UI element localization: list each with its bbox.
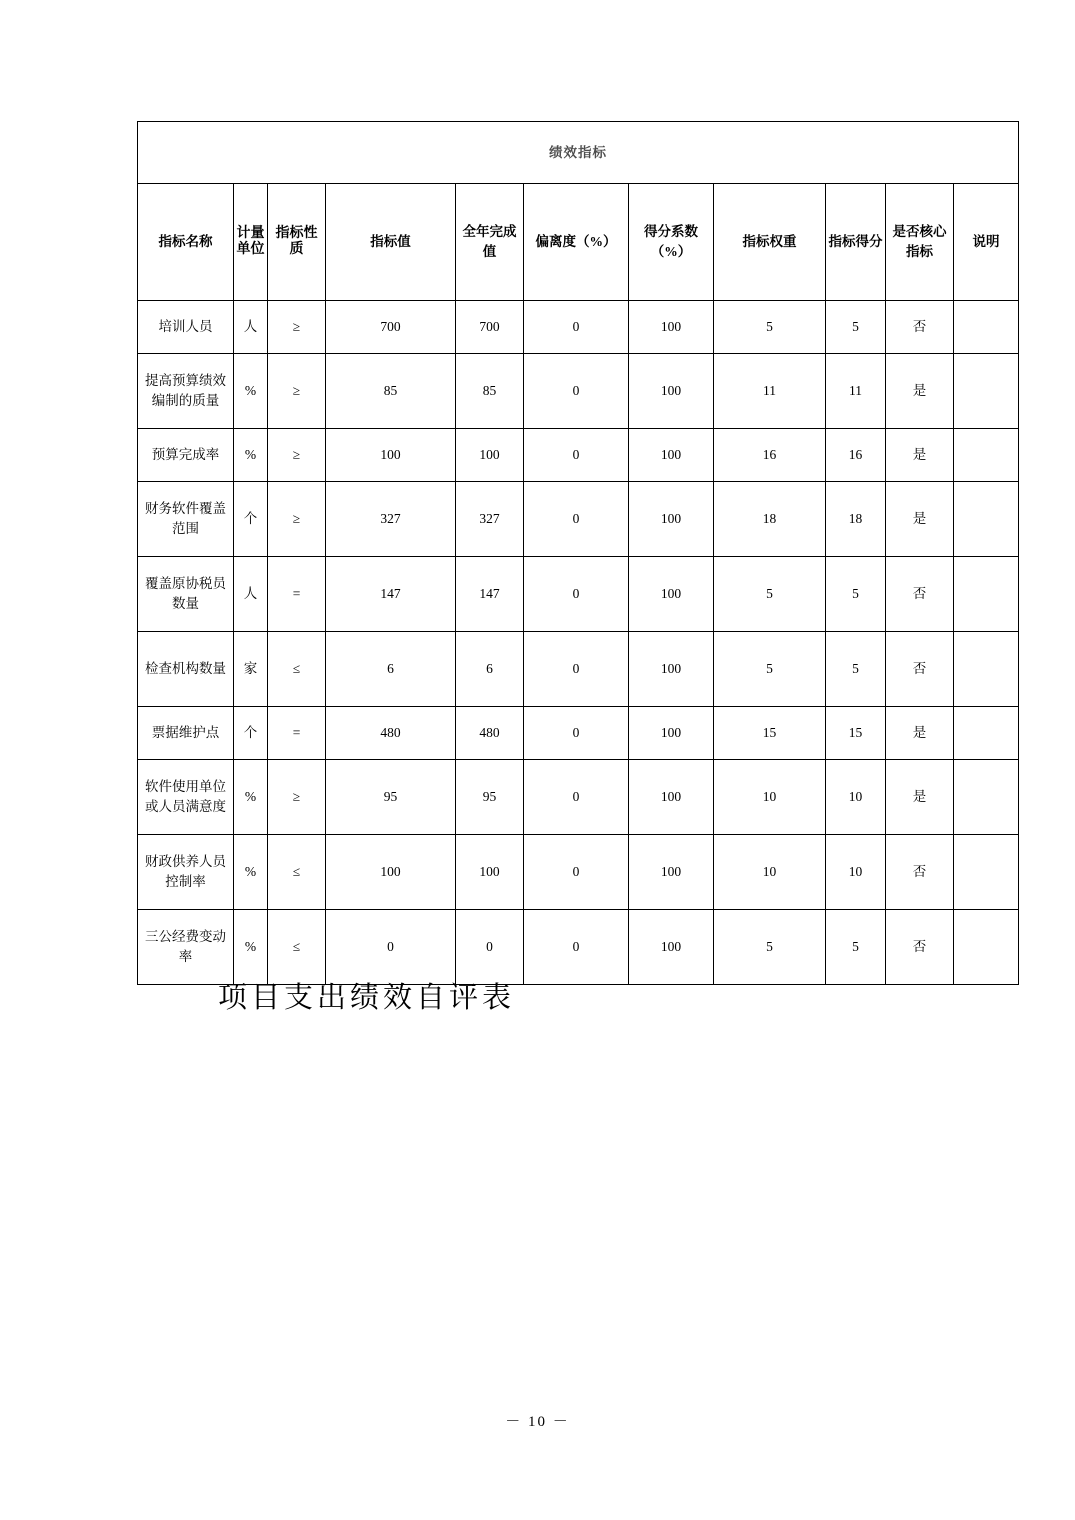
cell-core: 是 [886, 429, 954, 482]
table-title-row [138, 122, 1019, 184]
column-header-unit: 计量单位 [234, 184, 268, 301]
cell-deviation: 0 [524, 354, 629, 429]
table-row [138, 557, 1019, 632]
table-row [138, 632, 1019, 707]
table-row [138, 835, 1019, 910]
cell-score: 18 [826, 482, 886, 557]
cell-deviation: 0 [524, 557, 629, 632]
cell-property: ≥ [268, 429, 326, 482]
cell-weight: 5 [714, 301, 826, 354]
cell-unit: % [234, 835, 268, 910]
cell-weight: 18 [714, 482, 826, 557]
cell-note [954, 632, 1019, 707]
performance-indicator-table [137, 121, 1019, 985]
cell-actual: 95 [456, 760, 524, 835]
cell-unit: 个 [234, 707, 268, 760]
cell-property: ≤ [268, 835, 326, 910]
cell-weight: 10 [714, 760, 826, 835]
cell-actual: 480 [456, 707, 524, 760]
cell-note [954, 835, 1019, 910]
cell-core: 否 [886, 557, 954, 632]
cell-property: ≤ [268, 910, 326, 985]
cell-target: 95 [326, 760, 456, 835]
cell-deviation: 0 [524, 482, 629, 557]
column-header-actual: 全年完成值 [456, 184, 524, 301]
cell-unit: % [234, 760, 268, 835]
cell-score-coefficient: 100 [629, 429, 714, 482]
cell-note [954, 760, 1019, 835]
cell-score-coefficient: 100 [629, 707, 714, 760]
cell-actual: 85 [456, 354, 524, 429]
cell-target: 100 [326, 429, 456, 482]
cell-core: 是 [886, 354, 954, 429]
cell-score-coefficient: 100 [629, 760, 714, 835]
cell-score-coefficient: 100 [629, 557, 714, 632]
cell-core: 否 [886, 910, 954, 985]
performance-indicator-table-container [137, 121, 1000, 985]
cell-core: 否 [886, 301, 954, 354]
table-row [138, 760, 1019, 835]
cell-property: ≤ [268, 632, 326, 707]
table-title: 绩效指标 [138, 122, 1019, 184]
table-row [138, 354, 1019, 429]
cell-deviation: 0 [524, 429, 629, 482]
cell-weight: 5 [714, 632, 826, 707]
cell-score-coefficient: 100 [629, 632, 714, 707]
cell-deviation: 0 [524, 707, 629, 760]
cell-deviation: 0 [524, 910, 629, 985]
cell-target: 100 [326, 835, 456, 910]
cell-note [954, 354, 1019, 429]
cell-indicator-name: 覆盖原协税员数量 [138, 557, 234, 632]
cell-indicator-name: 三公经费变动率 [138, 910, 234, 985]
cell-indicator-name: 预算完成率 [138, 429, 234, 482]
cell-actual: 6 [456, 632, 524, 707]
column-header-weight: 指标权重 [714, 184, 826, 301]
cell-score: 5 [826, 301, 886, 354]
cell-note [954, 910, 1019, 985]
cell-score: 16 [826, 429, 886, 482]
cell-indicator-name: 检查机构数量 [138, 632, 234, 707]
cell-note [954, 482, 1019, 557]
cell-actual: 100 [456, 429, 524, 482]
column-header-core: 是否核心指标 [886, 184, 954, 301]
cell-property: ≥ [268, 760, 326, 835]
cell-target: 327 [326, 482, 456, 557]
cell-score: 15 [826, 707, 886, 760]
cell-indicator-name: 培训人员 [138, 301, 234, 354]
cell-weight: 5 [714, 910, 826, 985]
cell-deviation: 0 [524, 760, 629, 835]
cell-weight: 10 [714, 835, 826, 910]
cell-score: 5 [826, 632, 886, 707]
cell-unit: % [234, 429, 268, 482]
table-row [138, 910, 1019, 985]
column-header-score: 指标得分 [826, 184, 886, 301]
table-row [138, 429, 1019, 482]
cell-target: 0 [326, 910, 456, 985]
cell-property: ≥ [268, 301, 326, 354]
cell-property: ≥ [268, 482, 326, 557]
column-header-score-coefficient: 得分系数（%） [629, 184, 714, 301]
table-row [138, 707, 1019, 760]
cell-note [954, 557, 1019, 632]
cell-property: = [268, 557, 326, 632]
cell-indicator-name: 提高预算绩效编制的质量 [138, 354, 234, 429]
cell-core: 否 [886, 835, 954, 910]
cell-core: 是 [886, 707, 954, 760]
cell-target: 700 [326, 301, 456, 354]
cell-unit: 个 [234, 482, 268, 557]
cell-weight: 15 [714, 707, 826, 760]
cell-actual: 327 [456, 482, 524, 557]
page-number: － 10 － [505, 1414, 570, 1430]
table-header-row [138, 184, 1019, 301]
cell-target: 480 [326, 707, 456, 760]
column-header-property: 指标性质 [268, 184, 326, 301]
cell-note [954, 301, 1019, 354]
cell-deviation: 0 [524, 301, 629, 354]
cell-indicator-name: 软件使用单位或人员满意度 [138, 760, 234, 835]
cell-core: 是 [886, 760, 954, 835]
cell-unit: 人 [234, 301, 268, 354]
cell-score-coefficient: 100 [629, 354, 714, 429]
page-title: 项目支出绩效自评表 [218, 982, 516, 1014]
cell-unit: % [234, 354, 268, 429]
column-header-name: 指标名称 [138, 184, 234, 301]
cell-unit: 家 [234, 632, 268, 707]
table-row [138, 301, 1019, 354]
cell-indicator-name: 票据维护点 [138, 707, 234, 760]
cell-score: 10 [826, 835, 886, 910]
column-header-deviation: 偏离度（%） [524, 184, 629, 301]
cell-core: 否 [886, 632, 954, 707]
cell-note [954, 707, 1019, 760]
cell-actual: 700 [456, 301, 524, 354]
cell-weight: 5 [714, 557, 826, 632]
cell-score-coefficient: 100 [629, 835, 714, 910]
cell-actual: 100 [456, 835, 524, 910]
cell-deviation: 0 [524, 632, 629, 707]
cell-core: 是 [886, 482, 954, 557]
cell-note [954, 429, 1019, 482]
cell-score-coefficient: 100 [629, 301, 714, 354]
cell-unit: % [234, 910, 268, 985]
cell-target: 85 [326, 354, 456, 429]
table-row [138, 482, 1019, 557]
cell-score-coefficient: 100 [629, 910, 714, 985]
cell-property: = [268, 707, 326, 760]
cell-indicator-name: 财政供养人员控制率 [138, 835, 234, 910]
column-header-target: 指标值 [326, 184, 456, 301]
cell-property: ≥ [268, 354, 326, 429]
cell-score-coefficient: 100 [629, 482, 714, 557]
cell-target: 147 [326, 557, 456, 632]
cell-unit: 人 [234, 557, 268, 632]
cell-deviation: 0 [524, 835, 629, 910]
cell-target: 6 [326, 632, 456, 707]
cell-score: 5 [826, 910, 886, 985]
cell-score: 11 [826, 354, 886, 429]
cell-score: 5 [826, 557, 886, 632]
cell-indicator-name: 财务软件覆盖范围 [138, 482, 234, 557]
cell-score: 10 [826, 760, 886, 835]
column-header-note: 说明 [954, 184, 1019, 301]
cell-weight: 11 [714, 354, 826, 429]
cell-weight: 16 [714, 429, 826, 482]
cell-actual: 0 [456, 910, 524, 985]
cell-actual: 147 [456, 557, 524, 632]
